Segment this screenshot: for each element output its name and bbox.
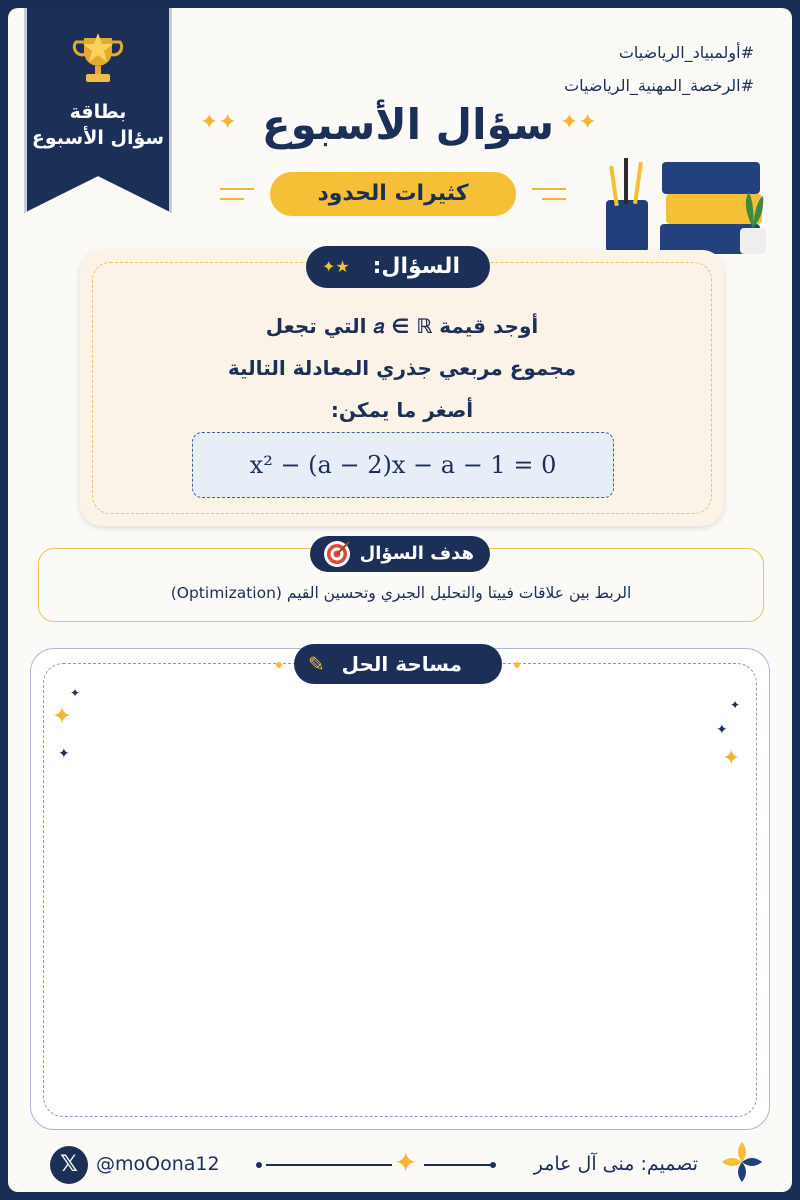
question-line-2: مجموع مربعي جذري المعادلة التالية xyxy=(227,356,577,380)
x-logo-icon[interactable]: 𝕏 xyxy=(50,1146,88,1184)
question-label xyxy=(306,246,490,288)
hashtag-license[interactable]: #الرخصة_المهنية_الرياضيات xyxy=(564,76,754,95)
sparkle-icon: ✦ xyxy=(52,702,73,730)
sparkle-icon: ✦ xyxy=(730,698,741,712)
divider-dot xyxy=(514,662,520,668)
stars-icon: ★✦ xyxy=(322,257,350,276)
sparkle-icon: ✦ xyxy=(58,746,70,762)
flower-logo-icon xyxy=(720,1138,764,1186)
divider xyxy=(542,198,566,200)
sparkle-icon: ✦ xyxy=(70,686,81,700)
solution-area[interactable] xyxy=(30,648,770,1130)
ribbon-line-1: بطاقة xyxy=(69,101,127,123)
hashtags xyxy=(564,36,754,102)
footer-divider xyxy=(266,1164,392,1166)
goal-label xyxy=(310,536,490,572)
divider-dot xyxy=(256,1162,262,1168)
solution-area-border xyxy=(43,663,757,1117)
sparkle-icon: ✦✦ xyxy=(560,110,597,135)
social-handle[interactable]: @moOona12 xyxy=(96,1153,220,1175)
ribbon-line-2: سؤال الأسبوع xyxy=(31,126,165,149)
divider xyxy=(220,198,244,200)
divider xyxy=(532,188,566,190)
ribbon-text xyxy=(24,100,172,151)
divider xyxy=(220,188,254,190)
designer-credit: تصميم: منى آل عامر xyxy=(533,1153,698,1175)
trophy-icon xyxy=(70,30,126,90)
goal-label-text: هدف السؤال xyxy=(359,543,474,564)
question-label-text: السؤال: xyxy=(372,254,460,279)
hashtag-olympiad[interactable]: #أولمبياد_الرياضيات xyxy=(618,43,754,62)
sparkle-icon: ✦ xyxy=(722,746,741,771)
equation: x² − (a − 2)x − a − 1 = 0 xyxy=(192,432,614,498)
sparkle-icon: ✦ xyxy=(716,722,728,738)
question-line-3: أصغر ما يمكن: xyxy=(330,398,474,422)
pencil-icon: ✎ xyxy=(308,652,325,676)
sparkle-icon: ✦ xyxy=(394,1146,418,1179)
page-title: سؤال الأسبوع xyxy=(261,100,555,149)
solution-label-text: مساحة الحل xyxy=(341,652,462,676)
topic-badge: كثيرات الحدود xyxy=(270,172,516,216)
divider-dot xyxy=(276,662,282,668)
divider-dot xyxy=(490,1162,496,1168)
footer-divider xyxy=(424,1164,490,1166)
sparkle-icon: ✦✦ xyxy=(200,110,237,135)
goal-text: الربط بين علاقات فييتا والتحليل الجبري وتحسين القيم (Optimization) xyxy=(170,584,632,602)
target-icon xyxy=(322,539,352,569)
question-card xyxy=(8,8,792,1192)
question-line-1: أوجد قيمة 𝑎 ∈ ℝ التي تجعل xyxy=(265,314,539,338)
solution-label xyxy=(294,644,502,684)
